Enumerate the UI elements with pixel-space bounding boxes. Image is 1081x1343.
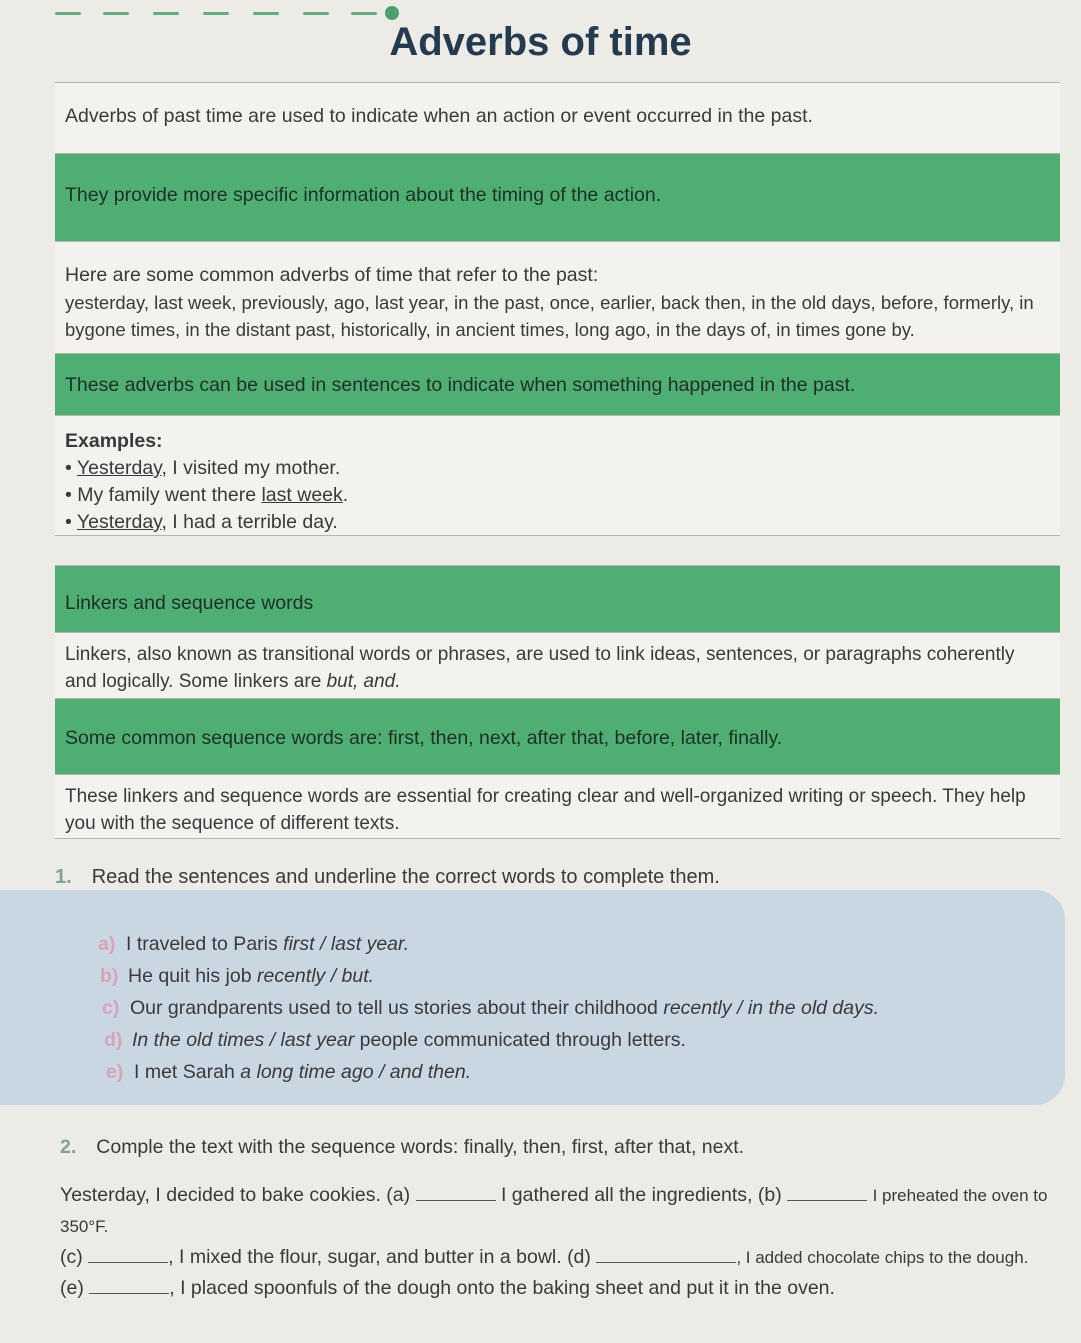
table-row: Linkers, also known as transitional words or phrases, are used to link ideas, sentences, or paragraphs coherently and logically. Some linkers are but, and. — [55, 633, 1060, 699]
page-title: Adverbs of time — [389, 20, 692, 64]
exercise-1-items — [98, 928, 879, 1088]
adverbs-list: yesterday, last week, previously, ago, last year, in the past, once, earlier, back then, in the old days, before, formerly, in bygone times, in the distant past, historically, in ancient times, long ago, in the days of, in times gone by. — [65, 292, 1034, 340]
linkers-table — [55, 565, 1060, 839]
blank-e[interactable] — [89, 1277, 169, 1294]
exercise-item-b: b) He quit his job recently / but. — [100, 965, 375, 987]
example-item: • Yesterday, I visited my mother. — [65, 457, 341, 479]
table-row — [55, 242, 1060, 354]
table-row: Some common sequence words are: first, then, next, after that, before, later, finally. — [55, 699, 1060, 775]
table-row — [55, 565, 1060, 633]
example-item: • Yesterday, I had a terrible day. — [65, 511, 338, 533]
example-item: • My family went there last week. — [65, 484, 349, 506]
linkers-heading: Linkers and sequence words — [65, 592, 314, 614]
blank-b[interactable] — [787, 1184, 867, 1201]
table-row: They provide more specific information about the timing of the action. — [55, 154, 1060, 242]
exercise-item-c: c) Our grandparents used to tell us stories about their childhood recently / in the old days. — [102, 997, 880, 1019]
blank-c[interactable] — [88, 1246, 168, 1263]
answer-options[interactable]: In the old times / last year — [132, 1029, 355, 1051]
exercise-item-e: e) I met Sarah a long time ago / and then. — [106, 1061, 472, 1083]
adverbs-table — [55, 82, 1060, 536]
exercise-item-d: d) In the old times / last year people communicated through letters. — [104, 1029, 686, 1051]
answer-options[interactable]: a long time ago / and then. — [240, 1061, 472, 1083]
table-row: These linkers and sequence words are essential for creating clear and well-organized writing or speech. They help you with the sequence of different texts. — [55, 775, 1060, 839]
exercise-1-instruction: 1. Read the sentences and underline the correct words to complete them. — [55, 866, 720, 888]
exercise-2-instruction: 2. Comple the text with the sequence words: finally, then, first, after that, next. — [60, 1136, 745, 1158]
blank-a[interactable] — [416, 1184, 496, 1201]
table-row: These adverbs can be used in sentences to indicate when something happened in the past. — [55, 354, 1060, 416]
answer-options[interactable]: recently / but. — [257, 965, 375, 987]
examples-row — [55, 416, 1060, 536]
answer-options[interactable]: first / last year. — [283, 933, 410, 955]
exercise-2-text: Yesterday, I decided to bake cookies. (a) I gathered all the ingredients, (b) I preheated the oven to 350°F. (c) , I mixed the flour, sugar, and butter in a bowl. (d) , I added chocolate chips to the dough. (e) , I placed spoonfuls of the dough onto the baking sheet and put it in the oven. — [60, 1184, 1048, 1299]
table-row: Adverbs of past time are used to indicate when an action or event occurred in the past. — [55, 82, 1060, 154]
exercise-item-a: a) I traveled to Paris first / last year. — [98, 933, 410, 955]
adverbs-intro: Here are some common adverbs of time that refer to the past: — [65, 264, 599, 286]
examples-heading: Examples: — [65, 430, 163, 452]
blank-d[interactable] — [596, 1246, 736, 1263]
answer-options[interactable]: recently / in the old days. — [663, 997, 880, 1019]
